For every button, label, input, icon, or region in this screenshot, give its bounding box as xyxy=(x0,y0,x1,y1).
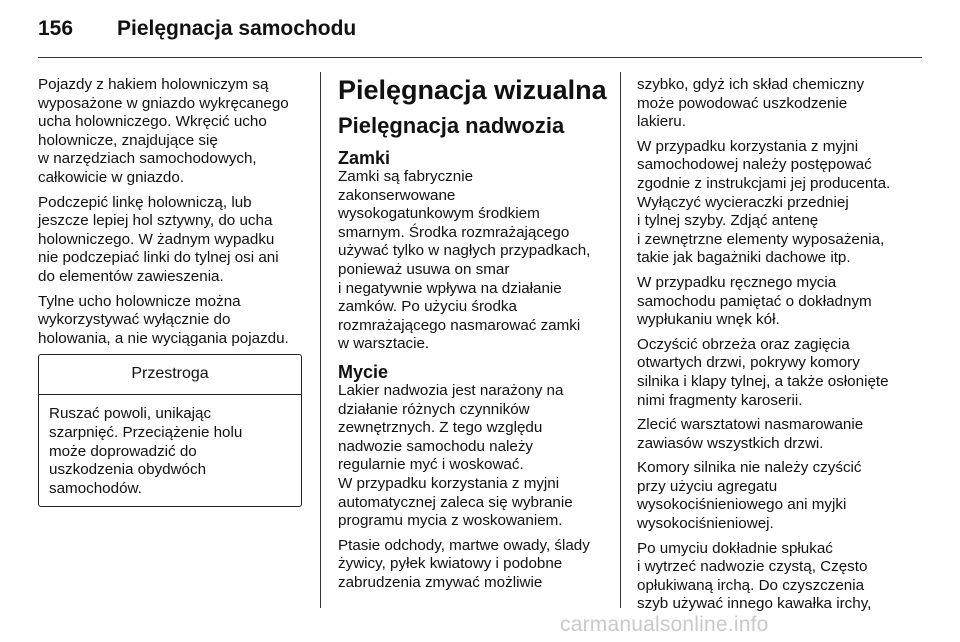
paragraph-car-wash: W przypadku korzystania z myjni samochodowej należy postępować zgodnie z instrukcjami jej producenta. Wyłączyć wycieraczki przedniej i tylnej szyby. Zdjąć antenę i zewnętrzne elementy wyposażenia, takie jak bagażniki dachowe itp. xyxy=(637,137,891,267)
subsection-heading: Pielęgnacja nadwozia xyxy=(338,113,565,138)
paragraph-engine-bay: Komory silnika nie należy czyścić przy użyciu agregatu wysokociśnieniowego ani myjki wysokociśnieniowej. xyxy=(637,459,862,533)
caution-box xyxy=(38,354,302,507)
paragraph-contaminants: Ptasie odchody, martwe owady, ślady żywicy, pyłek kwiatowy i podobne zabrudzenia zmywać możliwie xyxy=(338,536,590,591)
page-number: 156 xyxy=(38,17,74,40)
paragraph-washing: Lakier nadwozia jest narażony na działanie różnych czynników zewnętrznych. Z tego względu nadwozie samochodu należy regularnie myć i woskować. W przypadku korzystania z myjni automatycznej zaleca się wybranie programu mycia z woskowaniem. xyxy=(338,381,573,530)
caution-text: Ruszać powoli, unikając szarpnięć. Przeciążenie holu może doprowadzić do uszkodzenia obydwóch samochodów. xyxy=(49,405,243,497)
locks-heading: Zamki xyxy=(338,148,391,168)
caution-title: Przestroga xyxy=(39,355,301,395)
column-divider xyxy=(620,72,621,608)
column-left xyxy=(38,76,306,507)
paragraph-tow-rope: Podczepić linkę holowniczą, lub jeszcze lepiej hol sztywny, do ucha holowniczego. W żadnym wypadku nie podczepiać linki do tylnej osi ani do elementów zawieszenia. xyxy=(38,193,279,285)
column-divider xyxy=(320,72,321,608)
page-header xyxy=(38,14,922,48)
paragraph-door-edges: Oczyścić obrzeża oraz zagięcia otwartych drzwi, pokrywy komory silnika i klapy tylnej, a także osłonięte nimi fragmenty karoserii. xyxy=(637,335,889,409)
paragraph-paint-damage: szybko, gdyż ich skład chemiczny może powodować uszkodzenie lakieru. xyxy=(637,76,865,131)
paragraph-tow-eye-socket: Pojazdy z hakiem holowniczym są wyposażone w gniazdo wykręcanego ucha holowniczego. Wkręcić ucho holownicze, znajdujące się w narzędziach samochodowych, całkowicie w gniazdo. xyxy=(38,76,289,186)
chapter-title: Pielęgnacja samochodu xyxy=(117,17,357,40)
paragraph-hinges: Zlecić warsztatowi nasmarowanie zawiasów wszystkich drzwi. xyxy=(637,416,864,452)
watermark: carmanualsonline.info xyxy=(560,613,769,636)
washing-heading: Mycie xyxy=(338,361,389,382)
column-middle xyxy=(338,74,610,598)
section-heading: Pielęgnacja wizualna xyxy=(338,75,607,105)
paragraph-rear-tow-eye: Tylne ucho holownicze można wykorzystywać wyłącznie do holowania, a nie wyciągania pojazdu. xyxy=(38,292,289,347)
header-rule xyxy=(38,57,922,58)
column-right xyxy=(637,76,937,620)
paragraph-locks: Zamki są fabrycznie zakonserwowane wysokogatunkowym środkiem smarnym. Środka rozmrażającego używać tylko w nagłych przypadkach, ponieważ usuwa on smar i negatywnie wpływa na działanie zamków. Po użyciu środka rozmrażającego nasmarować zamki w warsztacie. xyxy=(338,168,591,353)
paragraph-drying: Po umyciu dokładnie spłukać i wytrzeć nadwozie czystą, Często opłukiwaną irchą. Do czyszczenia szyb używać innego kawałka irchy, xyxy=(637,539,872,613)
paragraph-hand-wash: W przypadku ręcznego mycia samochodu pamiętać o dokładnym wypłukaniu wnęk kół. xyxy=(637,273,872,329)
